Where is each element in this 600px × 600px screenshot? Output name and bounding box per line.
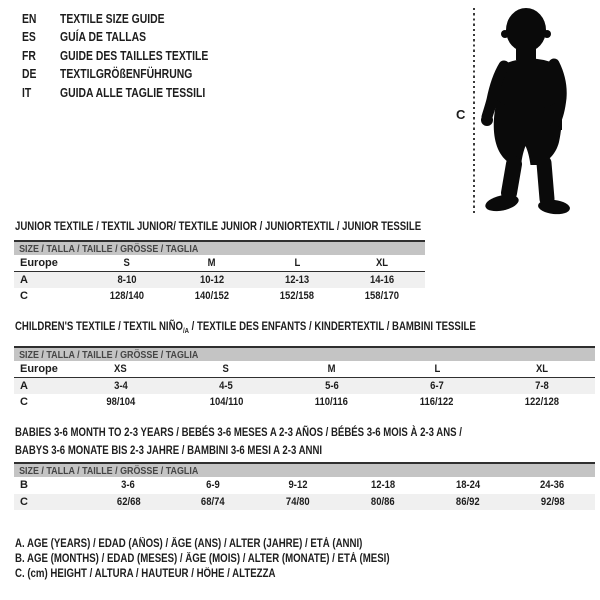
language-row [22,28,147,46]
size-header-text: SIZE / TALLA / TAILLE / GRÖSSE / TAGLIA [19,464,199,477]
table-cell: XL [536,362,549,375]
footnote-line: A. AGE (YEARS) / EDAD (AÑOS) / ÂGE (ANS) / ALTER (JAHRE) / ETÀ (ANNI) [15,538,363,550]
row-label: Europe [20,256,58,269]
table-cell: S [222,362,230,375]
language-code: EN [22,11,37,26]
row-label: Europe [20,362,58,375]
table-cell: 158/170 [365,290,400,303]
table-cell: 62/68 [116,495,141,508]
table-cell: 7-8 [535,379,550,392]
table-cell: 6-7 [430,379,444,392]
table-cell: 6-9 [206,479,221,492]
table-row [14,361,595,378]
table-cell: 9-12 [288,479,308,492]
table-title-junior: JUNIOR TEXTILE / TEXTIL JUNIOR/ TEXTILE JUNIOR / JUNIORTEXTIL / JUNIOR TESSILE [15,219,422,233]
table-cell: 8-10 [117,273,137,286]
table-cell: 140/152 [194,290,229,303]
language-title: GUIDE DES TAILLES TEXTILE [60,47,209,63]
table-title-children: CHILDREN'S TEXTILE / TEXTIL $NIÑO_{/A}$ / TEXTILE DES ENFANTS / KINDERTEXTIL / BAMBINI TESSILE [15,319,476,335]
table-cell: 74/80 [286,495,310,508]
size-header-bar [14,240,425,255]
language-row [22,47,209,65]
height-measure-dotted-line [473,8,475,213]
language-code: DE [22,66,37,82]
size-header-text: SIZE / TALLA / TAILLE / GRÖSSE / TAGLIA [19,348,199,361]
language-title: TEXTILE SIZE GUIDE [60,11,165,26]
table-cell: XS [114,362,128,375]
language-title: GUÍA DE TALLAS [60,29,147,45]
table-row [14,494,595,511]
language-row [22,10,165,28]
table-cell: 98/104 [106,396,136,409]
table-cell: 92/98 [540,495,565,508]
table-cell: 18-24 [455,479,480,492]
table-cell: 152/158 [280,290,315,303]
row-label: A [20,379,28,392]
table-cell: 116/122 [420,396,454,409]
table-cell: 4-5 [219,379,233,392]
table-row [14,477,595,494]
language-row [22,65,193,83]
table-cell: M [327,362,336,375]
footnote-line: B. AGE (MONTHS) / EDAD (MESES) / ÂGE (MOIS) / ALTER (MONATE) / ETÀ (MESI) [15,553,390,566]
language-code: IT [22,84,32,100]
table-cell: 12-18 [370,479,395,492]
row-label: C [20,495,28,508]
table-cell: L [434,362,440,375]
table-row [14,255,425,272]
table-row [14,378,595,395]
language-code: ES [22,29,36,45]
table-cell: S [123,256,130,269]
table-cell: L [294,256,301,269]
language-row [22,84,206,102]
row-label: C [20,396,28,409]
table-cell: M [207,256,216,269]
table-cell: 122/128 [525,396,560,409]
table-cell: 14-16 [370,273,395,286]
table-cell: 80/86 [371,495,395,508]
table-cell: 10-12 [199,273,224,286]
table-cell: 12-13 [285,273,310,286]
table-cell: 110/116 [314,396,349,409]
table-row [14,288,425,305]
table-cell: 24-36 [540,479,565,492]
table-cell: 3-4 [113,379,128,392]
size-header-text: SIZE / TALLA / TAILLE / GRÖSSE / TAGLIA [19,242,199,255]
language-code: FR [22,47,36,63]
table-cell: 128/140 [109,290,144,303]
size-table-children [14,346,595,411]
table-cell: 3-6 [121,479,136,492]
size-header-bar [14,462,595,477]
table-title-babies: BABIES 3-6 MONTH TO 2-3 YEARS / BEBÉS 3-6 MESES A 2-3 AÑOS / BÉBÉS 3-6 MOIS À 2-3 ANS / BABYS 3-6 MONATE BIS 2-3 JAHRE / BAMBINI 3-6 MESI A 2-3 ANNI [15,425,462,457]
table-cell: 5-6 [324,379,339,392]
language-title: TEXTILGRÖßENFÜHRUNG [60,66,193,82]
table-cell: 104/110 [209,396,243,409]
table-cell: 86/92 [455,495,480,508]
table-row [14,272,425,289]
table-row [14,394,595,411]
size-table-babies [14,462,595,510]
table-cell: 68/74 [201,495,226,508]
table-cell: XL [376,256,389,269]
height-label-c: C [456,107,466,122]
row-label: B [20,479,28,492]
row-label: A [20,273,28,286]
row-label: C [20,290,28,303]
language-title: GUIDA ALLE TAGLIE TESSILI [60,84,206,100]
baby-silhouette-icon [478,4,578,216]
footnotes [15,537,461,583]
language-title-list [22,10,209,102]
size-table-junior [14,240,425,305]
size-header-bar [14,346,595,361]
footnote-line: C. (cm) HEIGHT / ALTURA / HAUTEUR / HÖHE / ALTEZZA [15,568,276,581]
